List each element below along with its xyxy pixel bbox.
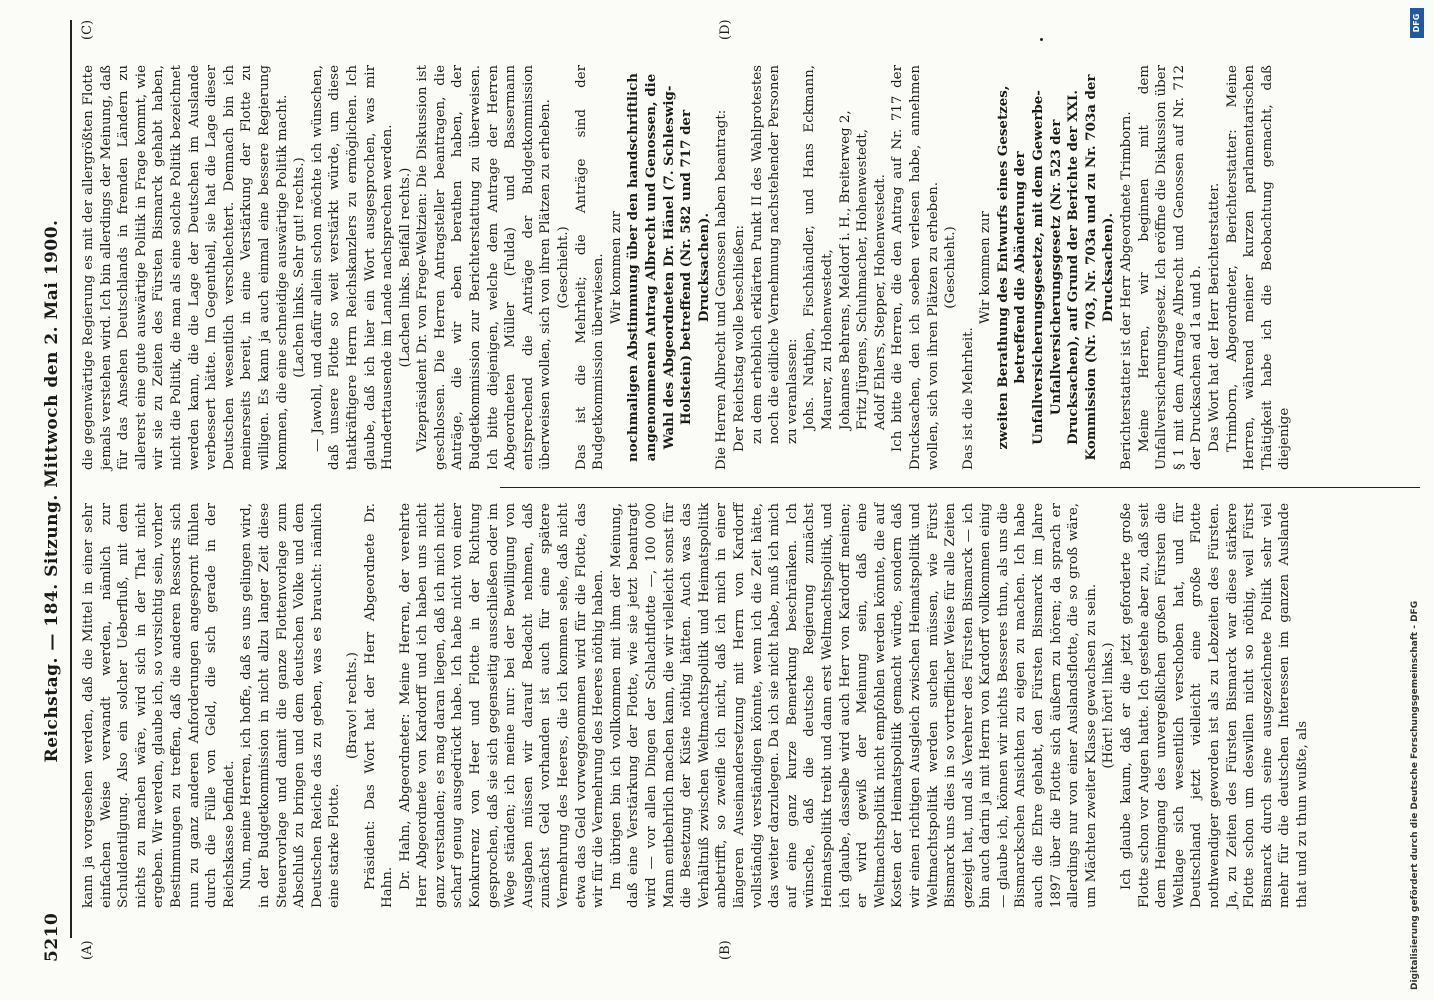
speck <box>1040 38 1043 41</box>
interjection: (Geschieht.) <box>943 226 959 309</box>
paragraph: kann ja vorgesehen werden, daß die Mittel in einer sehr einfachen Weise verwandt werden, nämlich zur Schuldentilgung. Also ein solcher Ueberfluß, mit dem nichts zu machen wäre, wird sich in der That nicht ergeben. Wir werden, glaube ich, so vorsichtig sein, vorher Bestimmungen zu treffen, daß die anderen Ressorts sich nun zu ganz anderen Anforderungen angespornt fühlen durch die Fülle von Geld, die sich gerade in der Reichskasse befindet. <box>81 503 237 908</box>
paragraph: Vizepräsident Dr. von Frege-Weltzien: Die Diskussion ist geschlossen. Die Herren Antragsteller beantragen, die Anträge, die wir eben berathen haben, der Budgetkommission zur Berichterstattung zu überweisen. Ich bitte diejenigen, welche dem Antrage der Herren Abgeordneten Müller (Fulda) und Bassermann entsprechend die Anträge der Budgetkommission überweisen wollen, sich von ihren Plätzen zu erheben. <box>415 65 554 470</box>
column-divider <box>500 487 1420 488</box>
paragraph: Das ist die Mehrheit. <box>960 327 976 470</box>
agenda-item: nochmaligen Abstimmung über den handschriftlich angenommenen Antrag Albrecht und Genossen, die Wahl des Abgeordneten Dr. Hänel (7. Schleswig-Holstein) betreffend (Nr. 582 und 717 der Drucksachen). <box>625 73 712 462</box>
paragraph: Ich bitte die Herren, die den Antrag auf Nr. 717 der Drucksachen, den ich soeben verlesen habe, annehmen wollen, sich von ihren Plätzen zu erheben. <box>890 65 941 470</box>
interjection: (Geschieht.) <box>556 226 572 309</box>
interjection: (Bravo! rechts.) <box>344 652 360 759</box>
paragraph: Ich glaube kaum, daß er die jetzt geforderte große Flotte schon vor Augen hatte. Ich gestehe aber zu, daß seit dem Heimgang des unvergeßlichen großen Fürsten die Weltlage sich wesentlich verschoben hat, und für Deutschland jetzt vielleicht eine große Flotte nothwendiger geworden ist als zu Lebzeiten des Fürsten. Ja, zu Zeiten des Fürsten Bismarck war diese stärkere Flotte schon um deswillen nicht so nöthig, weil Fürst Bismarck durch seine ausgezeichnete Politik sehr viel mehr für die deutschen Interessen im ganzen Auslande that und zu thun wußte, als <box>1119 503 1310 908</box>
digitization-note <box>1410 600 1424 990</box>
list-item: Johs. Nathjen, Fischhändler, und Hans Eckmann, Maurer, zu Hohenwestedt, <box>802 65 835 430</box>
speaker-announcement: Präsident: Das Wort hat der Herr Abgeordnete Dr. Hahn. <box>362 503 396 908</box>
interjection: (Lachen links. Sehr gut! rechts.) <box>292 157 308 378</box>
margin-marker-c: (C) <box>80 19 95 40</box>
paragraph: Trimborn, Abgeordneter, Berichterstatter: Meine Herren, während meiner kurzen parlamentarischen Thätigkeit habe ich die Beobachtung gemacht, daß diejenige <box>1224 65 1293 470</box>
paragraph: Der Reichstag wolle beschließen: <box>731 224 747 452</box>
paragraph: — Jawohl, und dafür allein schon möchte ich wünschen, daß unsere Flotte so weit verstärkt würde, um diese thatkräftigere Herrn Reichskanzlers zu ermöglichen. Ich glaube, daß ich hier ein Wort ausgesprochen, was mir Hunderttausende im Lande nachsprechen werden. <box>309 65 396 470</box>
page-title: Reichstag. — 184. Sitzung. Mittwoch den 2. Mai 1900. <box>42 219 62 763</box>
paragraph: Die Herren Albrecht und Genossen haben beantragt: <box>714 109 730 470</box>
paragraph: Wir kommen zur <box>978 211 994 324</box>
paragraph: Wir kommen zur <box>608 211 624 324</box>
agenda-item: zweiten Berathung des Entwurfs eines Gesetzes, betreffend die Abänderung der Unfallversicherungsgesetze, mit dem Gewerbe-Unfallversicherungsgesetz (Nr. 523 der Drucksachen), auf Grund der Berichte der XXI. Kommission (Nr. 703, Nr. 703a und zu Nr. 703a der Drucksachen). <box>994 74 1117 461</box>
dfg-logo-text: DFG <box>1412 13 1421 33</box>
paragraph: zu dem erheblich erklärten Punkt II des Wahlprotestes noch die eidliche Vernehmung nachstehender Personen zu veranlassen: <box>749 65 800 444</box>
list-item: Adolf Ehlers, Stepper, Hohenwestedt. <box>872 174 888 430</box>
interjection: (Lachen links. Beifall rechts.) <box>397 167 413 368</box>
paragraph: Nun, meine Herren, ich hoffe, daß es uns gelingen wird, in der Budgetkommission in nicht allzu langer Zeit diese Steuervorlage und damit die ganze Flottenvorlage zum Abschluß zu bringen und dem deutschen Volke und dem Deutschen Reiche das zu geben, was es braucht: nämlich eine starke Flotte. <box>239 503 343 908</box>
paragraph: Das ist die Mehrheit; die Anträge sind der Budgetkommission überwiesen. <box>573 65 607 470</box>
interjection: (Hört! hört! links.) <box>1101 642 1117 769</box>
right-column <box>80 65 1294 470</box>
digitization-note-text: Digitalisierung gefördert durch die Deutsche Forschungsgemeinschaft - DFG <box>1410 600 1420 990</box>
paragraph: Das Wort hat der Herr Berichterstatter. <box>1207 182 1222 452</box>
margin-marker-a: (A) <box>80 940 95 960</box>
paragraph: die gegenwärtige Regierung es mit der allergrößten Flotte jemals verstehen wird. Ich bin allerdings der Meinung, daß für das Ansehen Deutschlands in fremden Ländern zu allererst eine gute auswärtige Politik in Frage kommt, wie wir sie zu Zeiten des Fürsten Bismarck gehabt haben, nicht die Politik, die man als eine solche Politik bezeichnet werden kann, die die Lage der Deutschen im Auslande verbessert hätte. Im Gegentheil, sie hat die Lage dieser Deutschen wesentlich verschlechtert. Demnach bin ich meinerseits bereit, in eine Verstärkung der Flotte zu willigen. Es kann ja auch einmal eine bessere Regierung kommen, die eine schneidige auswärtige Politik macht. <box>81 65 290 470</box>
paragraph: Meine Herren, wir beginnen mit dem Unfallversicherungsgesetz. Ich eröffne die Diskussion über § 1 mit dem Antrage Albrecht und Genossen auf Nr. 712 der Drucksachen ad 1a und b. <box>1136 65 1205 470</box>
list-item: Johannes Behrens, Meldorf i. H., Breiterweg 2, <box>837 110 853 430</box>
header-rule <box>70 20 72 938</box>
paragraph: Berichterstatter ist der Herr Abgeordnete Trimborn. <box>1119 111 1135 470</box>
page-header <box>42 20 64 962</box>
margin-marker-d: (D) <box>718 19 733 40</box>
dfg-logo <box>1410 8 1424 38</box>
paragraph: Im übrigen bin ich vollkommen mit ihm der Meinung, daß eine Verstärkung der Flotte, wie sie jetzt beantragt wird — vor allen Dingen der Schlachtflotte —, 100 000 Mann entbehrlich machen kann, die wir vielleicht sonst für die Besetzung der Küste nöthig hätten. Auch was das Verhältniß zwischen Weltmachtspolitik und Heimatspolitik anbetrifft, so zweifle ich nicht, daß ich mich in einer längeren Auseinandersetzung mit Herrn von Kardorff vollständig verständigen könnte, wenn ich die Zeit hätte, das weiter darzulegen. Da ich sie nicht habe, muß ich mich auf eine ganz kurze Bemerkung beschränken. Ich wünsche, daß die deutsche Regierung zunächst Heimatspolitik treibt und dann erst Weltmachtspolitik, und ich glaube, dasselbe wird auch Herr von Kardorff meinen; er wird gewiß der Meinung sein, daß eine Weltmachtspolitik nicht empfohlen werden könnte, die auf Kosten der Heimatspolitik gemacht würde, sondern daß wir einen richtigen Ausgleich zwischen Heimatspolitik und Weltmachtspolitik werden suchen müssen, wie Fürst Bismarck uns dies in so vortrefflicher Weise für alle Zeiten gezeigt hat, und als Verehrer des Fürsten Bismarck — ich bin auch darin ja mit Herrn von Kardorff vollkommen einig — glaube ich, können wir nichts Besseres thun, als uns die Bismarckschen Ansichten zu eigen zu machen. Ich habe auch die Ehre gehabt, den Fürsten Bismarck im Jahre 1897 über die Flotte sich äußern zu hören; da sprach er allerdings nur von einer Auslandsflotte, die so groß wäre, um Mächten zweiter Klasse gewachsen zu sein. <box>608 503 1099 908</box>
margin-marker-b: (B) <box>718 940 733 960</box>
list-item: Fritz Jürgens, Schuhmacher, Hohenwestedt, <box>855 129 871 430</box>
paragraph: Dr. Hahn, Abgeordneter: Meine Herren, der verehrte Herr Abgeordnete von Kardorff und ich haben uns nicht ganz verstanden; es mag daran liegen, daß ich mich nicht scharf genug ausgedrückt habe. Ich habe nicht von einer Konkurrenz von Heer und Flotte in der Richtung gesprochen, daß sie sich gegenseitig ausschließen oder im Wege ständen; ich meine nur: bei der Bewilligung von Ausgaben müssen wir darauf Bedacht nehmen, daß zunächst Geld vorhanden ist auch für eine spätere Vermehrung des Heeres, die ich kommen sehe, daß nicht etwa das Geld vorweggenommen wird für die Flotte, das wir für die Vermehrung des Heeres nöthig haben. <box>397 503 607 908</box>
page-number: 5210 <box>42 912 62 962</box>
left-column <box>80 503 1312 908</box>
